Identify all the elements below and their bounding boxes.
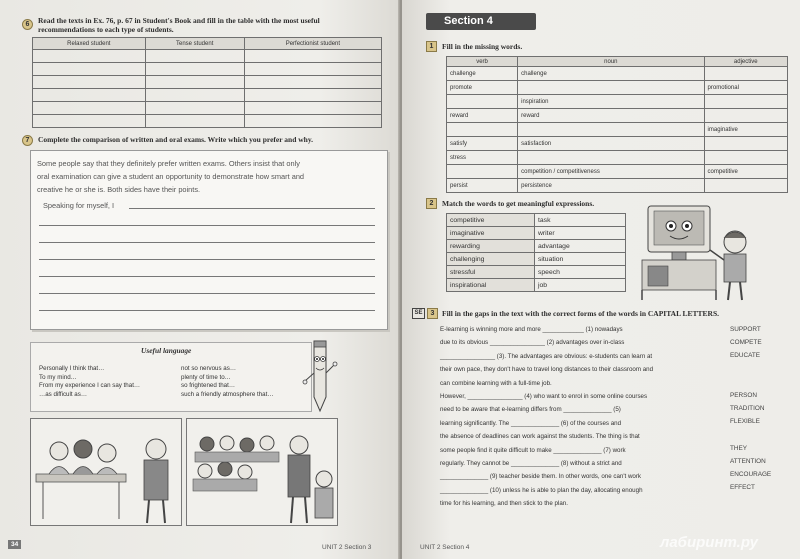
table-cell[interactable]	[145, 76, 244, 89]
table-row	[447, 109, 788, 123]
exercise-6-instruction-line1: Read the texts in Ex. 76, p. 67 in Student's Book and fill in the table with the most useful	[38, 16, 320, 25]
useful-phrase: so frightened that…	[181, 382, 236, 389]
text-line: regularly. They cannot be ______________ (8) without a strict and	[440, 460, 622, 468]
table-row	[33, 115, 382, 128]
table-cell[interactable]	[244, 89, 381, 102]
keyword-compete: COMPETE	[730, 339, 762, 346]
exercise-2-table	[446, 213, 626, 292]
table-cell: promotional	[704, 81, 787, 95]
exercise-6-table	[32, 37, 382, 128]
match-left-word[interactable]: inspirational	[447, 279, 535, 292]
exercise-1-instruction: Fill in the missing words.	[442, 42, 523, 51]
right-page	[402, 0, 800, 559]
table-cell: promote	[447, 81, 518, 95]
match-left-word[interactable]: stressful	[447, 266, 535, 279]
text-line: need to be aware that e-learning differs from ______________ (5)	[440, 406, 621, 414]
exercise-2-instruction: Match the words to get meaningful expressions.	[442, 199, 595, 208]
match-right-word[interactable]: advantage	[535, 240, 626, 253]
table-cell[interactable]	[244, 76, 381, 89]
exercise-6-number: 6	[22, 19, 33, 30]
table-row	[33, 50, 382, 63]
table-header-cell: noun	[518, 57, 704, 67]
exercise-7-number: 7	[22, 135, 33, 146]
answer-line[interactable]	[39, 310, 375, 311]
table-cell: persistence	[518, 179, 704, 193]
table-row	[447, 95, 788, 109]
se-badge: SE	[412, 308, 425, 319]
useful-language-title: Useful language	[141, 346, 192, 355]
oral-exam-cartoon	[186, 418, 338, 526]
exercise-7-prompt-text	[37, 157, 304, 196]
table-cell: challenge	[518, 67, 704, 81]
table-cell: imaginative	[704, 123, 787, 137]
pencil-mascot-icon	[300, 335, 340, 415]
table-cell: challenge	[447, 67, 518, 81]
section-banner	[426, 13, 536, 30]
table-cell: inspiration	[518, 95, 704, 109]
watermark: лабиринт.ру	[660, 534, 758, 551]
blank-cell[interactable]	[518, 81, 704, 95]
keyword-person: PERSON	[730, 392, 757, 399]
match-left-word[interactable]: rewarding	[447, 240, 535, 253]
table-row	[447, 137, 788, 151]
table-cell: competitive	[704, 165, 787, 179]
table-cell[interactable]	[244, 50, 381, 63]
exercise-3-text	[440, 323, 653, 511]
page-number: 34	[8, 540, 21, 549]
table-cell[interactable]	[33, 115, 146, 128]
blank-cell[interactable]	[704, 151, 787, 165]
useful-language-col1	[39, 365, 140, 399]
blank-cell[interactable]	[518, 151, 704, 165]
table-header-cell: Tense student	[145, 38, 244, 50]
blank-cell[interactable]	[447, 123, 518, 137]
text-line: learning significantly. The ______________ (6) of the courses and	[440, 419, 622, 427]
table-row	[447, 151, 788, 165]
text-line: can combine learning with a full-time job.	[440, 379, 552, 387]
text-line: E-learning is winning more and more ____________ (1) nowadays	[440, 326, 623, 333]
useful-language-col2	[181, 365, 274, 399]
blank-cell[interactable]	[447, 165, 518, 179]
useful-phrase: not so nervous as…	[181, 365, 237, 372]
exercise-1-table-header	[447, 57, 788, 67]
match-right-word[interactable]: situation	[535, 253, 626, 266]
match-left-word[interactable]: competitive	[447, 214, 535, 227]
table-cell[interactable]	[145, 102, 244, 115]
table-row	[33, 76, 382, 89]
table-row	[447, 266, 626, 279]
keyword-encourage: ENCOURAGE	[730, 471, 772, 478]
exercise-6-instruction	[38, 16, 378, 34]
answer-line[interactable]	[39, 293, 375, 294]
text-line: ______________ (10) unless he is able to plan the day, allocating enough	[440, 486, 643, 494]
keyword-they: THEY	[730, 445, 748, 452]
computer-cartoon-icon	[638, 202, 758, 302]
table-row	[447, 279, 626, 292]
exercise-6-instruction-line2: recommendations to each type of students.	[38, 25, 174, 34]
text-line: some people find it quite difficult to make ______________ (7) work	[440, 446, 626, 454]
exercise-7-start-phrase: Speaking for myself, I	[43, 201, 115, 210]
useful-phrase: plenty of time to…	[181, 373, 231, 381]
keyword-tradition: TRADITION	[730, 405, 765, 412]
table-row	[447, 214, 626, 227]
table-row	[447, 253, 626, 266]
keyword-educate: EDUCATE	[730, 352, 761, 359]
table-row	[33, 102, 382, 115]
useful-phrase: From my experience I can say that…	[39, 382, 141, 389]
table-cell[interactable]	[145, 115, 244, 128]
table-row	[447, 165, 788, 179]
answer-line[interactable]	[39, 242, 375, 243]
useful-phrase: Personally I think that…	[39, 365, 105, 372]
right-footer: UNIT 2 Section 4	[420, 544, 470, 551]
text-line: their own pace, they don't have to travel long distances to their classroom and	[440, 366, 654, 374]
blank-cell[interactable]	[704, 95, 787, 109]
table-header-cell: Relaxed student	[33, 38, 146, 50]
exercise-3-instruction: Fill in the gaps in the text with the correct forms of the words in CAPITAL LETTERS.	[442, 309, 720, 318]
keyword-support: SUPPORT	[730, 326, 761, 333]
blank-cell[interactable]	[704, 67, 787, 81]
exercise-7-writing-box	[30, 150, 388, 330]
table-cell[interactable]	[145, 50, 244, 63]
match-left-word[interactable]: imaginative	[447, 227, 535, 240]
table-row	[447, 179, 788, 193]
useful-phrase: such a friendly atmosphere that…	[181, 390, 274, 398]
table-row	[447, 81, 788, 95]
table-header-cell: Perfectionist student	[244, 38, 381, 50]
table-cell: satisfaction	[518, 137, 704, 151]
table-cell[interactable]	[244, 63, 381, 76]
left-footer: UNIT 2 Section 3	[322, 544, 372, 551]
table-row	[447, 227, 626, 240]
match-right-word[interactable]: task	[535, 214, 626, 227]
table-cell: persist	[447, 179, 518, 193]
match-right-word[interactable]: writer	[535, 227, 626, 240]
table-cell[interactable]	[33, 50, 146, 63]
table-cell[interactable]	[33, 76, 146, 89]
table-row	[447, 123, 788, 137]
blank-cell[interactable]	[704, 137, 787, 151]
useful-phrase: To my mind…	[39, 373, 77, 381]
exercise-1-table	[446, 56, 788, 193]
exercise-7-text-line3: creative he or she is. Both sides have their points.	[37, 185, 201, 194]
table-cell[interactable]	[244, 115, 381, 128]
table-row	[33, 89, 382, 102]
table-header-cell: verb	[447, 57, 518, 67]
table-row	[447, 67, 788, 81]
table-cell: satisfy	[447, 137, 518, 151]
keyword-flexible: FLEXIBLE	[730, 418, 760, 425]
text-line: due to its obvious ________________ (2) advantages over in-class	[440, 339, 625, 347]
table-header-cell: adjective	[704, 57, 787, 67]
exercise-7-text-line2: oral examination can give a student an opportunity to demonstrate how smart and	[37, 172, 305, 181]
exercise-7-instruction: Complete the comparison of written and oral exams. Write which you prefer and why.	[38, 135, 314, 144]
blank-cell[interactable]	[704, 109, 787, 123]
exercise-1-number: 1	[426, 41, 437, 52]
text-line: ________________ (3). The advantages are obvious: e-students can learn at	[440, 352, 653, 360]
blank-cell[interactable]	[518, 123, 704, 137]
section-title: Section 4	[444, 15, 493, 27]
table-cell[interactable]	[33, 63, 146, 76]
table-cell: stress	[447, 151, 518, 165]
table-cell: reward	[518, 109, 704, 123]
exercise-2-number: 2	[426, 198, 437, 209]
exercise-3-number: 3	[427, 308, 438, 319]
text-line: time for his learning, and then stick to the plan.	[440, 500, 568, 508]
match-right-word[interactable]: job	[535, 279, 626, 292]
table-cell[interactable]	[244, 102, 381, 115]
table-row	[33, 63, 382, 76]
table-cell[interactable]	[145, 63, 244, 76]
useful-language-box	[30, 342, 312, 412]
match-left-word[interactable]: challenging	[447, 253, 535, 266]
table-cell[interactable]	[33, 89, 146, 102]
table-cell: reward	[447, 109, 518, 123]
answer-line[interactable]	[39, 259, 375, 260]
written-exam-cartoon	[30, 418, 182, 526]
text-line: the absence of deadlines can work against the students. The thing is that	[440, 433, 640, 441]
exercise-6-table-header	[33, 38, 382, 50]
useful-phrase: …as difficult as…	[39, 390, 88, 398]
keyword-attention: ATTENTION	[730, 458, 766, 465]
blank-cell[interactable]	[704, 179, 787, 193]
answer-line[interactable]	[129, 208, 375, 209]
table-row	[447, 240, 626, 253]
match-right-word[interactable]: speech	[535, 266, 626, 279]
text-line: However, ________________ (4) who want to enrol in some online courses	[440, 393, 648, 401]
written-exam-illustration-icon	[31, 419, 182, 526]
answer-line[interactable]	[39, 225, 375, 226]
oral-exam-illustration-icon	[187, 419, 338, 526]
table-cell[interactable]	[145, 89, 244, 102]
table-cell: competition / competitiveness	[518, 165, 704, 179]
blank-cell[interactable]	[447, 95, 518, 109]
exercise-7-text-line1: Some people say that they definitely prefer written exams. Others insist that only	[37, 159, 300, 168]
keyword-effect: EFFECT	[730, 484, 755, 491]
text-line: ______________ (9) teacher beside them. In other words, one can't work	[440, 473, 642, 481]
answer-line[interactable]	[39, 276, 375, 277]
table-cell[interactable]	[33, 102, 146, 115]
